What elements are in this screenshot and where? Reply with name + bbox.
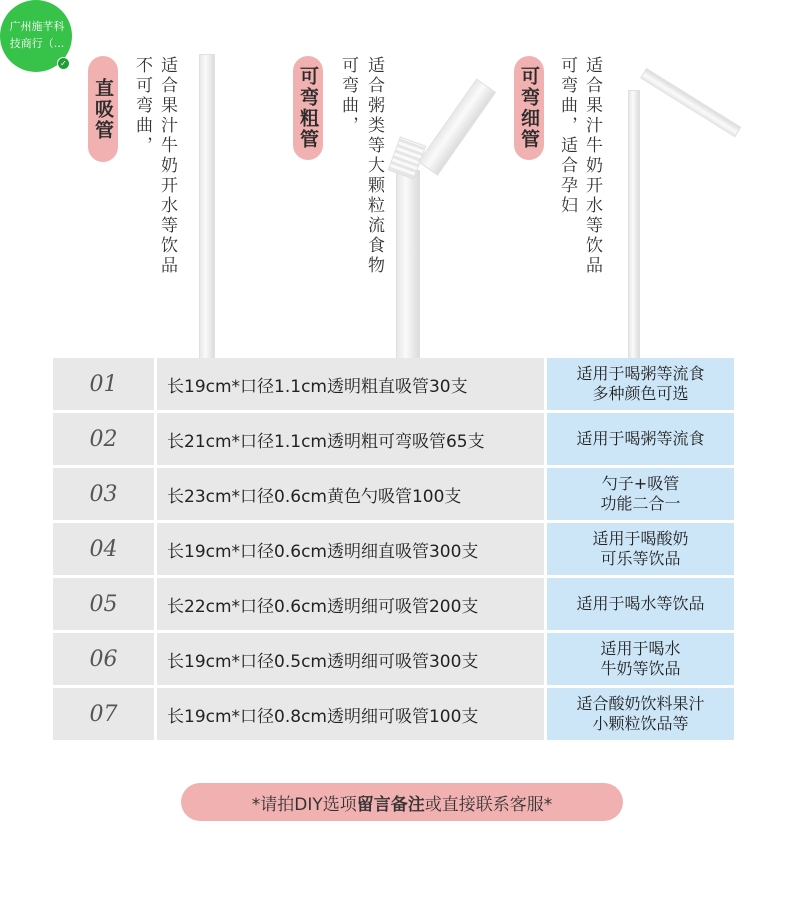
- row-usage-note: 适用于喝粥等流食 多种颜色可选: [547, 358, 734, 410]
- row-description: 长19cm*口径1.1cm透明粗直吸管30支: [157, 358, 544, 410]
- row-number: 07: [53, 688, 154, 740]
- row-description: 长23cm*口径0.6cm黄色勺吸管100支: [157, 468, 544, 520]
- type-desc-straight-a: 适合果汁牛奶开水等饮品: [157, 56, 177, 276]
- table-row[interactable]: [53, 413, 734, 465]
- type-pill-thin-bendy: 可弯细管: [514, 56, 544, 160]
- row-usage-note: 适用于喝粥等流食: [547, 413, 734, 465]
- row-usage-note: 适用于喝酸奶 可乐等饮品: [547, 523, 734, 575]
- verified-check-icon: ✓: [57, 57, 70, 70]
- contact-note: [181, 783, 623, 821]
- row-description: 长21cm*口径1.1cm透明粗可弯吸管65支: [157, 413, 544, 465]
- row-usage-note: 适合酸奶饮料果汁 小颗粒饮品等: [547, 688, 734, 740]
- thick-bendy-straw-image: [396, 170, 420, 361]
- row-number: 01: [53, 358, 154, 410]
- row-description: 长22cm*口径0.6cm透明细可吸管200支: [157, 578, 544, 630]
- type-desc-thin-bendy-b: 可弯曲，适合孕妇: [557, 56, 577, 216]
- row-description: 长19cm*口径0.8cm透明细可吸管100支: [157, 688, 544, 740]
- table-row[interactable]: [53, 633, 734, 685]
- thick-bendy-straw-top: [418, 78, 496, 175]
- row-usage-note: 适用于喝水等饮品: [547, 578, 734, 630]
- thin-bendy-straw-image: [628, 90, 640, 361]
- type-pill-straight: 直吸管: [88, 56, 118, 162]
- type-pill-thick-bendy: 可弯粗管: [293, 56, 323, 160]
- table-row[interactable]: [53, 523, 734, 575]
- table-row[interactable]: [53, 358, 734, 410]
- contact-note-pre: *请拍DIY选项: [251, 794, 357, 815]
- row-description: 长19cm*口径0.6cm透明细直吸管300支: [157, 523, 544, 575]
- table-row[interactable]: [53, 468, 734, 520]
- row-number: 06: [53, 633, 154, 685]
- type-desc-straight-b: 不可弯曲，: [132, 56, 152, 156]
- shop-badge[interactable]: [0, 0, 72, 72]
- contact-note-bold: 留言备注: [356, 794, 425, 815]
- type-desc-thick-bendy-b: 可弯曲，: [338, 56, 358, 136]
- shop-name: 广州施芊科技商行（...: [9, 20, 65, 50]
- straight-straw-image: [199, 54, 215, 361]
- row-number: 02: [53, 413, 154, 465]
- contact-note-post: 或直接联系客服*: [424, 794, 553, 815]
- type-desc-thick-bendy-a: 适合粥类等大颗粒流食物: [364, 56, 384, 276]
- row-number: 03: [53, 468, 154, 520]
- row-number: 05: [53, 578, 154, 630]
- row-description: 长19cm*口径0.5cm透明细可吸管300支: [157, 633, 544, 685]
- row-usage-note: 适用于喝水 牛奶等饮品: [547, 633, 734, 685]
- table-row[interactable]: [53, 578, 734, 630]
- thin-bendy-straw-top: [640, 68, 741, 138]
- table-row[interactable]: [53, 688, 734, 740]
- row-usage-note: 勺子+吸管 功能二合一: [547, 468, 734, 520]
- type-desc-thin-bendy-a: 适合果汁牛奶开水等饮品: [582, 56, 602, 276]
- row-number: 04: [53, 523, 154, 575]
